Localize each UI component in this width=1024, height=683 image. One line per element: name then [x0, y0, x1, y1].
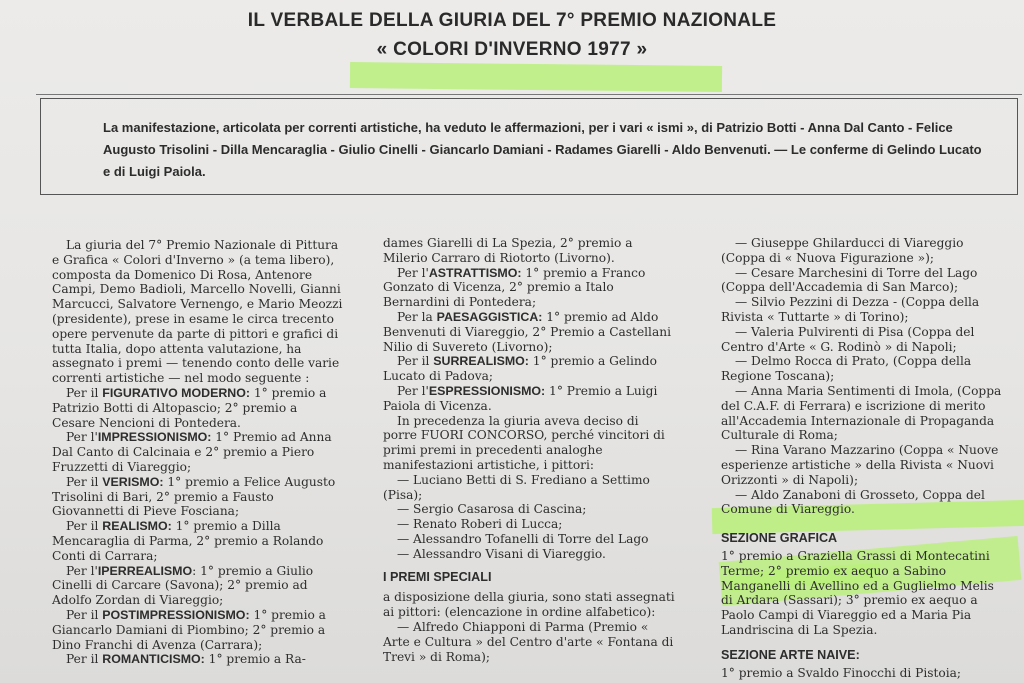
category-label: REALISMO:	[102, 519, 172, 534]
dash-item: — Silvio Pezzini di Dezza - (Coppa della Rivista « Tuttarte » di Torino);	[721, 295, 980, 324]
dash-item: — Delmo Rocca di Prato, (Coppa della Regione Toscana);	[721, 354, 972, 384]
category-label: ESPRESSIONISMO:	[428, 383, 546, 398]
dash-item: — Cesare Marchesini di Torre del Lago (Coppa dell'Accademia di San Marco);	[721, 265, 978, 295]
category-label: ROMANTICISMO:	[102, 652, 205, 667]
section-heading-naive: SEZIONE ARTE NAIVE:	[721, 647, 860, 662]
dash-item: — Sergio Casarosa di Cascina;	[397, 502, 587, 517]
category-label: SURREALISMO:	[433, 354, 529, 369]
continued-paragraph: dames Giarelli di La Spezia, 2° premio a Milerio Carraro di Riotorto (Livorno).	[383, 236, 633, 265]
award-paragraph: Per la PAESAGGISTICA: 1° premio ad Aldo Benvenuti di Viareggio, 2° Premio a Castellani Nilio di Suvereto (Livorno);	[383, 309, 671, 354]
award-paragraph: Per l'ASTRATTISMO: 1° premio a Franco Gonzato di Vicenza, 2° premio a Italo Bernardini di Pontedera;	[383, 265, 646, 310]
award-paragraph: Per l'IPERREALISMO: 1° premio a Giulio Cinelli di Carcare (Savona); 2° premio ad Adolfo Zordan di Viareggio;	[52, 563, 314, 608]
category-label: PAESAGGISTICA:	[436, 309, 543, 324]
dash-item: — Alessandro Tofanelli di Torre del Lago	[397, 531, 649, 546]
dash-item: — Anna Maria Sentimenti di Imola, (Coppa del C.A.F. di Ferrara) e iscrizione di merito all'Accademia Internazionale di Propaganda Culturale di Roma;	[721, 383, 1002, 443]
category-label: POSTIMPRESSIONISMO:	[102, 607, 250, 622]
dash-item: — Giuseppe Ghilarducci di Viareggio (Coppa di « Nuova Figurazione »);	[721, 236, 964, 265]
award-paragraph: Per il REALISMO: 1° premio a Dilla Mencaraglia di Parma, 2° premio a Rolando Conti di Carrara;	[52, 519, 324, 563]
page-title: IL VERBALE DELLA GIURIA DEL 7° PREMIO NAZIONALE	[247, 10, 777, 31]
category-label: VERISMO:	[102, 474, 164, 489]
dash-item: — Rina Varano Mazzarino (Coppa « Nuove esperienze artistiche » della Rivista « Nuovi Orizzonti » di Napoli);	[721, 443, 999, 487]
lead-top-rule	[36, 94, 1022, 95]
dash-item: — Luciano Betti di S. Frediano a Settimo (Pisa);	[383, 472, 650, 502]
fuori-concorso-paragraph: In precedenza la giuria aveva deciso di porre FUORI CONCORSO, perché vincitori di primi premi in precedenti analoghe manifestazioni artistiche, i pittori:	[383, 413, 665, 472]
award-paragraph: Per il POSTIMPRESSIONISMO: 1° premio a Giancarlo Damiani di Piombino; 2° premio a Dino Franchi di Avenza (Carrara);	[52, 607, 326, 652]
naive-paragraph: 1° premio a Svaldo Finocchi di Pistoia;	[721, 665, 962, 680]
dash-item: — Aldo Zanaboni di Grosseto, Coppa del Comune di Viareggio.	[721, 487, 985, 517]
award-paragraph: Per l'IMPRESSIONISMO: 1° Premio ad Anna Dal Canto di Calcinaia e 2° premio a Piero Fruzzetti di Viareggio;	[52, 430, 332, 474]
section-heading-grafica: SEZIONE GRAFICA	[721, 531, 838, 546]
column-3	[721, 236, 1003, 680]
award-paragraph: Per il SURREALISMO: 1° premio a Gelindo Lucato di Padova;	[383, 354, 657, 384]
award-paragraph: Per il FIGURATIVO MODERNO: 1° premio a Patrizio Botti di Altopascio; 2° premio a Cesare Nencioni di Pontedera.	[52, 385, 327, 430]
dash-item: — Alessandro Visani di Viareggio.	[397, 546, 606, 561]
dash-item: — Alfredo Chiapponi di Parma (Premio « Arte e Cultura » del Centro d'arte « Fontana di Trevi » di Roma);	[383, 619, 674, 664]
grafica-paragraph: 1° premio a Graziella Grassi di Montecatini Terme; 2° premio ex aequo a Sabino Manganelli di Avellino ed a Guglielmo Melis di Ardara (Sassari); 3° premio ex aequo a Paolo Campi di Viareggio ed a Maria Pia Landriscina di La Spezia.	[721, 548, 994, 637]
lead-box	[40, 98, 1018, 195]
award-paragraph: Per il VERISMO: 1° premio a Felice Augusto Trisolini di Bari, 2° premio a Fausto Giovannetti di Pieve Fosciana;	[52, 474, 336, 519]
dash-item: — Renato Roberi di Lucca;	[397, 517, 563, 532]
lead-text: La manifestazione, articolata per correnti artistiche, ha veduto le affermazioni, per i vari « ismi », di Patrizio Botti - Anna Dal Canto - Felice Augusto Trisolini - Dilla Mencaraglia - Giulio Cinelli - Giancarlo Damiani - Radames Giarelli - Aldo Benvenuti. — Le conferme di Gelindo Lucato e di Luigi Paiola.	[103, 120, 982, 179]
award-paragraph: Per il ROMANTICISMO: 1° premio a Ra-	[66, 652, 306, 667]
category-label: ASTRATTISMO:	[428, 265, 522, 280]
speciali-paragraph: a disposizione della giuria, sono stati assegnati ai pittori: (elencazione in ordine alfabetico):	[383, 590, 675, 620]
intro-paragraph: La giuria del 7° Premio Nazionale di Pittura e Grafica « Colori d'Inverno » (a tema libero), composta da Domenico Di Rosa, Antenore Campi, Demo Badioli, Marcello Novelli, Gianni Marcucci, Salvatore Vernengo, e Mario Meozzi (presidente), prese in esame le circa trecento opere pervenute da parte di pittori e grafici di tutta Italia, dopo attenta valutazione, ha assegnato i premi — tenendo conto delle varie correnti artistiche — nel modo seguente :	[52, 238, 343, 386]
dash-item: — Valeria Pulvirenti di Pisa (Coppa del Centro d'Arte « G. Rodinò » di Napoli;	[721, 324, 975, 354]
column-2	[383, 236, 676, 664]
column-1	[52, 238, 344, 667]
title-highlight-marker	[350, 62, 722, 92]
category-label: IPERREALISMO	[97, 563, 193, 578]
category-label: IMPRESSIONISMO:	[97, 430, 212, 445]
category-label: FIGURATIVO MODERNO:	[102, 385, 251, 400]
page-subtitle: « COLORI D'INVERNO 1977 »	[376, 39, 648, 60]
section-heading-premi-speciali: I PREMI SPECIALI	[383, 569, 492, 584]
award-paragraph: Per l'ESPRESSIONISMO: 1° Premio a Luigi Paiola di Vicenza.	[383, 383, 658, 413]
